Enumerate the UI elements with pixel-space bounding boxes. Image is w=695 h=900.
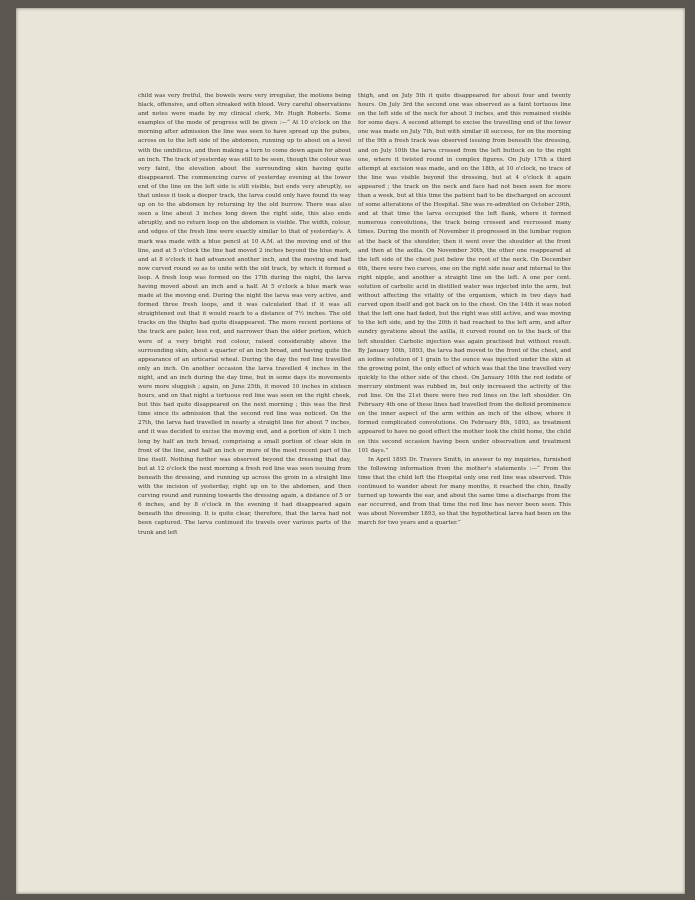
- right-text-column: [358, 92, 571, 529]
- right-paragraph-1: thigh, and on July 5th it quite disappeared for about four and twenty hours. On July 3rd the second one was observed as a faint tortuous line on the left side of the neck for about 3 inches, and this remained visible for some days. A second attempt to excise the travelling end of the lower one was made on July 7th, but with similar ill success, for on the morning of the 9th a fresh track was observed issuing from beneath the dressing, and on July 10th the larva crossed from the left buttock on to the right one, where it twisted round in complex figures. On July 17th a third attempt at excision was made, and on the 18th, at 10 o'clock, no trace of the line was visible beyond the dressing, but at 4 o'clock it again appeared ; the track on the neck and face had not been seen for more than a week, but at this time the patient had to be discharged on account of some alterations of the Hospital. She was re-admitted on October 29th, and at that time the larva occupied the left flank, where it formed numerous convolutions, the track being crossed and recrossed many times. During the month of November it progressed in the lumbar region at the back of the shoulder, then it went over the shoulder at the front and then at the axilla. On November 30th, the other one reappeared at the left side of the chest just below the root of the neck. On December 6th, there were two curves, one on the right side near and internal to the right nipple, and another a straight line on the left. A one per cent. solution of carbolic acid in distilled water was injected into the arm, but without affecting the vitality of the organism, which in two days had curved upon itself and got back on to the chest. On the 14th it was noted that the left one had faded, but the right was still active, and was moving to the left side, and by the 20th it had reached to the left arm, and after sundry gyrations about the axilla, it curved round on to the back of the left shoulder. Carbolic injection was again practised but without result. By January 10th, 1893, the larva had moved to the front of the chest, and an iodine solution of 1 grain to the ounce was injected under the skin at the growing point, the only effect of which was that the line travelled very quickly to the other side of the chest. On January 16th the red iodide of mercury ointment was rubbed in, but only increased the activity of the red line. On the 21st there were two red lines on the left shoulder. On February 4th one of these lines had travelled from the deltoid prominence on the inner aspect of the arm within an inch of the elbow, where it formed complicated convolutions. On February 8th, 1893, as treatment appeared to have no good effect the mother took the child home, the child on this second occasion having been under observation and treatment 101 days.”: [358, 93, 571, 454]
- right-paragraph-2: In April 1895 Dr. Travers Smith, in answer to my inquiries, furnished the following information from the mother's statements :—“ From the time that the child left the Hospital only one red line was observed. This continued to wander about for many months, it reached the chin, finally turned up towards the ear, and about the same time a discharge from the ear occurred, and from that time the red line has never been seen. This was about November 1893, so that the hypothetical larva had been on the march for two years and a quarter.”: [358, 456, 571, 527]
- left-text-column: [138, 92, 351, 538]
- left-paragraph-1: child was very fretful, the bowels were very irregular, the motions being black, offensive, and often streaked with blood. Very careful observations and notes were made by my clinical clerk, Mr. Hugh Roberts. Some examples of the mode of progress will be given :—“ At 10 o'clock on the morning after admission the line was seen to have spread up the pubes, across on to the left side of the abdomen, running up to about on a level with the umbilicus, and then making a turn to come down again for about an inch. The track of yesterday was still to be seen, though the colour was very faint, the elevation about the surrounding skin having quite disappeared. The commencing curve of yesterday evening at the lower end of the line on the left side is still visible, but ends very abruptly, so that unless it took a deeper track, the larva could only have found its way up on to the abdomen by returning by the old burrow. There was also seen a line about 3 inches long down the right side, this also ends abruptly, and no return loop on the abdomen is visible. The width, colour, and edges of the fresh line were exactly similar to that of yesterday's. A mark was made with a blue pencil at 10 A.M. at the moving end of the line, and at 5 o'clock the line had moved 2 inches beyond the blue mark, and at 8 o'clock it had advanced another inch, and the moving end had now curved round so as to unite with the old track, by which it formed a loop. A fresh loop was formed on the 17th during the night, the larva having moved about an inch and a half. At 5 o'clock a blue mark was made at the moving end. During the night the larva was very active, and formed three fresh loops, and it was calculated that if it was all straightened out that it would reach to a distance of 7½ inches. The old tracks on the thighs had quite disappeared. The more recent portions of the track are paler, less red, and narrower than the older portion, which were of a very bright red colour, raised considerably above the surrounding skin, about a quarter of an inch broad, and having quite the appearance of an urticarial wheal. During the day the red line travelled only an inch. On another occasion the larva travelled 4 inches in the night, and an inch during the day time, but in some days its movements were more sluggish ; again, on June 25th, it moved 10 inches in sixteen hours, and on that night a tortuous red line was seen on the right cheek, but this had quite disappeared on the next morning ; this was the first time since its admission that the second red line was noticed. On the 27th, the larva had travelled in nearly a straight line for about 7 inches, and it was decided to excise the moving end, and a portion of skin 1 inch long by half an inch broad, comprising a small portion of clear skin in front of the line, and half an inch or more of the most recent part of the line itself. Nothing further was observed beyond the dressing that day, but at 12 o'clock the next morning a fresh red line was seen issuing from beneath the dressing, and running up across the groin in a straight line with the incision of yesterday, right up on to the abdomen, and then curving round and running towards the dressing again, a distance of 5 or 6 inches, and by 8 o'clock in the evening it had disappeared again beneath the dressing. It is quite clear, therefore, that the larva had not been captured. The larva continued its travels over various parts of the trunk and left: [138, 93, 351, 536]
- document-page: [16, 8, 685, 894]
